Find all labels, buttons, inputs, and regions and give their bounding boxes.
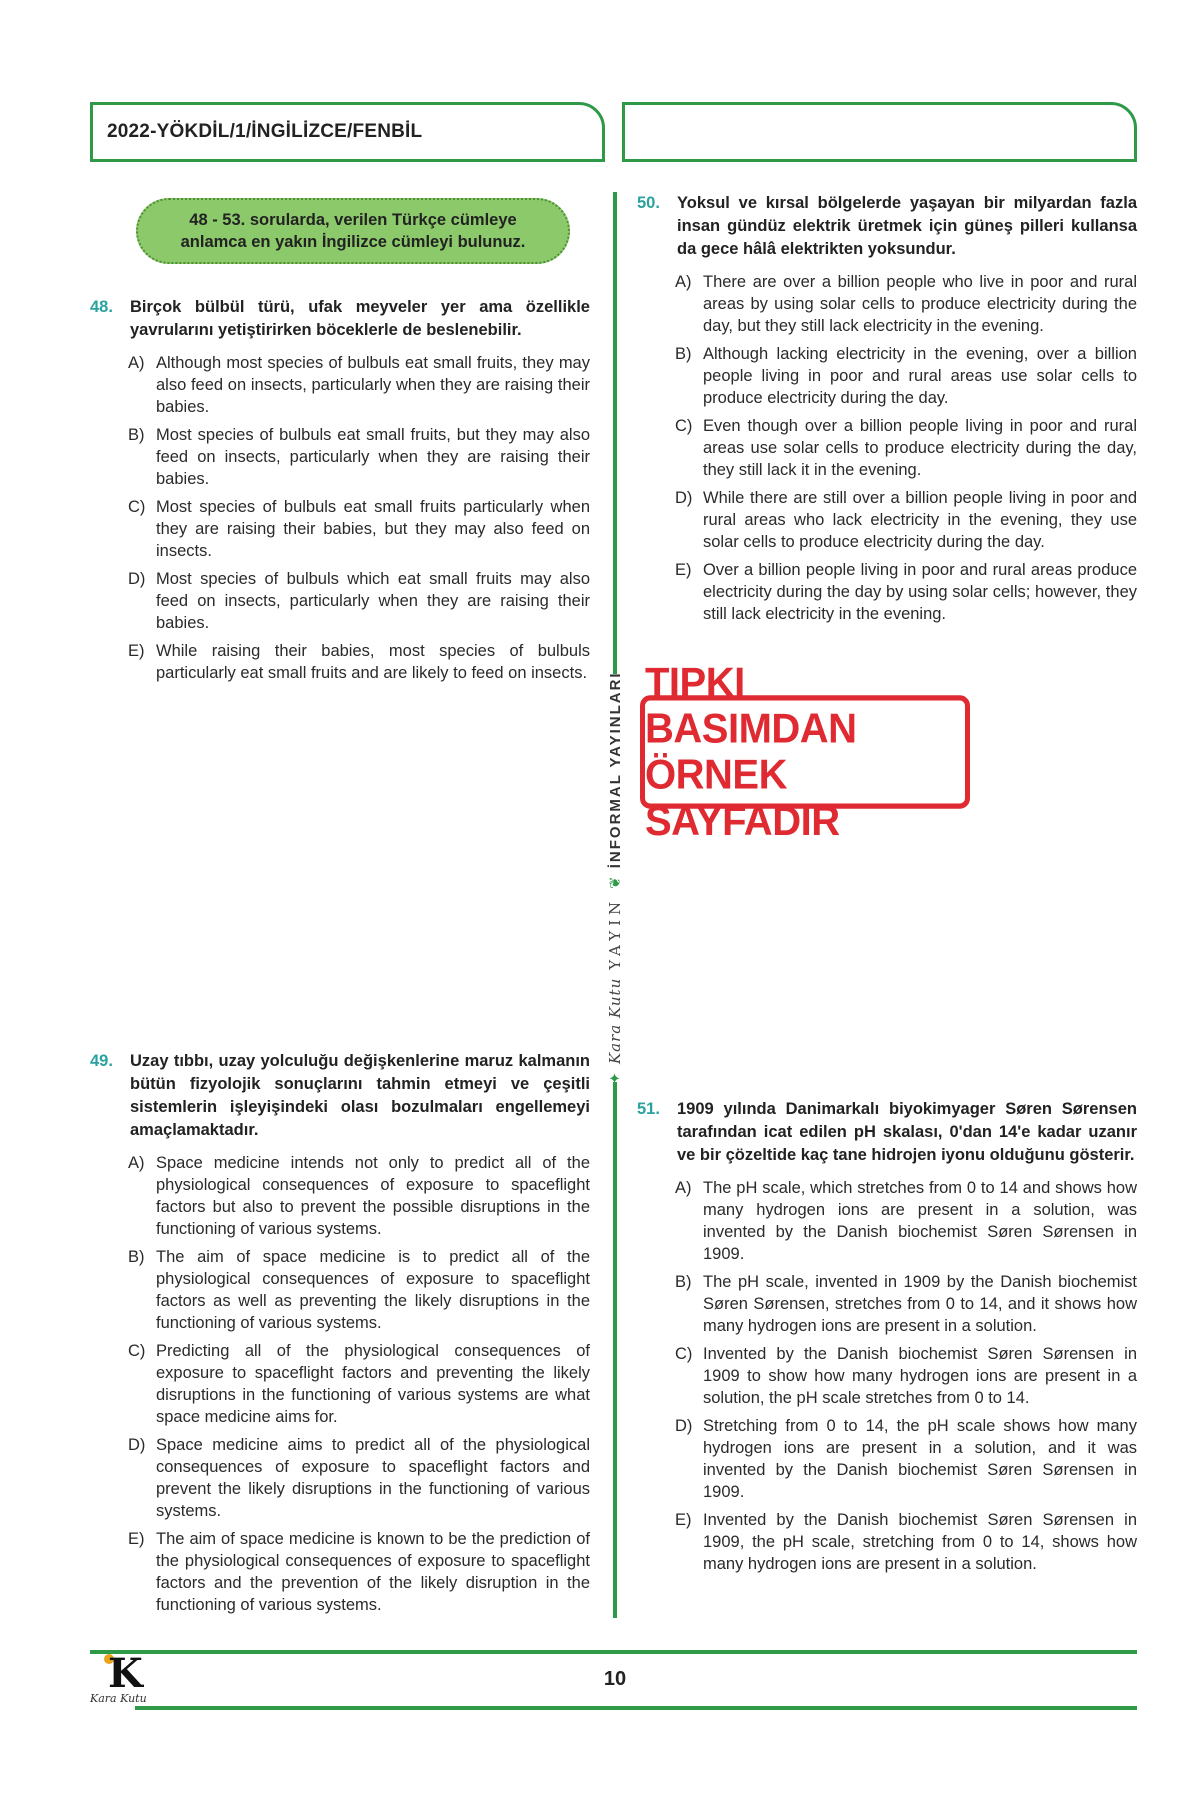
header-empty-box (622, 102, 1137, 162)
footer-line-top (90, 1650, 1137, 1654)
options-list (637, 271, 1137, 625)
option-a[interactable] (128, 1152, 590, 1240)
option-text: The pH scale, invented in 1909 by the Danish biochemist Søren Sørensen, stretches from 0 to 14, and it shows how many hydrogen ions are present in a solution. (703, 1273, 1137, 1335)
option-text: Over a billion people living in poor and rural areas produce electricity during the day by using solar cells; however, they still lack electricity in the evening. (703, 561, 1137, 623)
question-head (637, 1098, 1137, 1167)
option-d[interactable] (675, 1415, 1137, 1503)
option-text: While raising their babies, most species of bulbuls particularly eat small fruits and are likely to feed on insects. (156, 642, 590, 682)
option-b[interactable] (675, 1271, 1137, 1337)
question-number: 50. (637, 194, 660, 212)
option-text: The aim of space medicine is to predict all of the physiological consequences of exposure to spaceflight factors as well as preventing the likely disruptions in the functioning of various systems. (156, 1248, 590, 1332)
sample-page-stamp (640, 659, 970, 845)
option-letter: A) (128, 1154, 145, 1172)
option-text: Invented by the Danish biochemist Søren Sørensen in 1909, the pH scale, stretching from 0 to 14, shows how many hydrogen ions are present in a solution. (703, 1511, 1137, 1573)
logo-k-icon: K (108, 1650, 143, 1697)
options-list (90, 352, 590, 684)
option-letter: C) (675, 417, 693, 435)
stamp-line-1: TIPKI BASIMDAN (645, 659, 857, 752)
question-49 (90, 1050, 590, 1622)
question-stem: Yoksul ve kırsal bölgelerde yaşayan bir milyardan fazla insan gündüz elektrik üretmek için güneş pilleri kullansa da gece hâlâ elektrikten yoksundur. (677, 194, 1137, 258)
option-b[interactable] (128, 424, 590, 490)
option-text: Although most species of bulbuls eat small fruits, they may also feed on insects, particularly when they are raising their babies. (156, 354, 590, 416)
option-d[interactable] (675, 487, 1137, 553)
question-head (637, 192, 1137, 261)
option-letter: E) (675, 1511, 692, 1529)
option-letter: D) (128, 570, 146, 588)
option-letter: B) (675, 1273, 692, 1291)
option-e[interactable] (675, 1509, 1137, 1575)
logo-text: Kara Kutu (90, 1692, 147, 1705)
publisher-name: İNFORMAL YAYINLARI (606, 671, 624, 869)
options-list (90, 1152, 590, 1616)
option-d[interactable] (128, 1434, 590, 1522)
option-letter: B) (128, 1248, 145, 1266)
option-text: While there are still over a billion people living in poor and rural areas who lack electricity in the evening, they use solar cells to produce electricity during the day. (703, 489, 1137, 551)
option-e[interactable] (675, 559, 1137, 625)
options-list (637, 1177, 1137, 1575)
option-text: Even though over a billion people living in poor and rural areas use solar cells to produce electricity during the day, they still lack it in the evening. (703, 417, 1137, 479)
option-e[interactable] (128, 1528, 590, 1616)
option-text: Most species of bulbuls which eat small fruits may also feed on insects, particularly when they are raising their babies. (156, 570, 590, 632)
option-letter: C) (128, 498, 146, 516)
option-b[interactable] (128, 1246, 590, 1334)
option-text: Most species of bulbuls eat small fruits, but they may also feed on insects, particularly when they are raising their babies. (156, 426, 590, 488)
option-text: The pH scale, which stretches from 0 to 14 and shows how many hydrogen ions are present in a solution, was invented by the Danish biochemist Søren Sørensen in 1909. (703, 1179, 1137, 1263)
option-letter: A) (675, 273, 692, 291)
stamp-line-2: ÖRNEK SAYFADIR (645, 752, 840, 845)
column-divider-top (613, 192, 617, 674)
option-letter: C) (675, 1345, 693, 1363)
option-a[interactable] (128, 352, 590, 418)
option-b[interactable] (675, 343, 1137, 409)
publisher-vertical-text (606, 671, 624, 1084)
question-number: 48. (90, 298, 113, 316)
option-letter: B) (128, 426, 145, 444)
option-c[interactable] (128, 1340, 590, 1428)
question-number: 51. (637, 1100, 660, 1118)
option-letter: E) (128, 642, 145, 660)
option-c[interactable] (675, 415, 1137, 481)
option-text: Invented by the Danish biochemist Søren Sørensen in 1909 to show how many hydrogen ions are present in a solution, the pH scale stretches from 0 to 14. (703, 1345, 1137, 1407)
brand-name: Kara Kutu (606, 977, 624, 1065)
question-48 (90, 296, 590, 690)
option-text: There are over a billion people who live in poor and rural areas by using solar cells to produce electricity during the day, but they still lack electricity in the evening. (703, 273, 1137, 335)
option-letter: D) (675, 489, 693, 507)
exam-title: 2022-YÖKDİL/1/İNGİLİZCE/FENBİL (107, 121, 423, 142)
question-stem: Uzay tıbbı, uzay yolculuğu değişkenlerine maruz kalmanın bütün fizyolojik sonuçlarını tahmin etmeyi ve çeşitli sistemlerin işleyişindeki olası bozulmaları engellemeyi amaçlamaktadır. (130, 1052, 590, 1139)
option-e[interactable] (128, 640, 590, 684)
option-text: Most species of bulbuls eat small fruits particularly when they are raising their babies, but they may also feed on insects. (156, 498, 590, 560)
leaf-icon: ✦ (607, 1072, 624, 1085)
option-text: The aim of space medicine is known to be the prediction of the physiological consequences of exposure to spaceflight factors and the prevention of the likely disruption in the functioning of various systems. (156, 1530, 590, 1614)
option-letter: A) (128, 354, 145, 372)
footer-line-bottom (135, 1706, 1137, 1710)
option-text: Space medicine intends not only to predict all of the physiological consequences of exposure to spaceflight factors but also to prevent the possible disruptions in the functioning of various systems. (156, 1154, 590, 1238)
instruction-box: 48 - 53. sorularda, verilen Türkçe cümleye anlamca en yakın İngilizce cümleyi bulunuz. (136, 198, 570, 264)
option-c[interactable] (128, 496, 590, 562)
option-text: Space medicine aims to predict all of the physiological consequences of exposure to spaceflight factors and prevent the likely disruptions in the functioning of various systems. (156, 1436, 590, 1520)
option-a[interactable] (675, 271, 1137, 337)
option-letter: D) (675, 1417, 693, 1435)
option-letter: E) (675, 561, 692, 579)
question-51 (637, 1098, 1137, 1581)
column-divider-bottom (613, 1082, 617, 1618)
question-stem: Birçok bülbül türü, ufak meyveler yer ama özellikle yavrularını yetiştirirken böceklerle de beslenebilir. (130, 298, 590, 339)
option-a[interactable] (675, 1177, 1137, 1265)
option-letter: C) (128, 1342, 146, 1360)
question-50 (637, 192, 1137, 631)
question-stem: 1909 yılında Danimarkalı biyokimyager Søren Sørensen tarafından icat edilen pH skalası, 0'dan 14'e kadar uzanır ve bir çözeltide kaç tane hidrojen iyonu olduğunu gösterir. (677, 1100, 1137, 1164)
option-letter: E) (128, 1530, 145, 1548)
option-text: Predicting all of the physiological consequences of exposure to spaceflight factors and preventing the likely disruptions in the functioning of various systems are what space medicine aims for. (156, 1342, 590, 1426)
question-head (90, 296, 590, 342)
option-text: Although lacking electricity in the evening, over a billion people living in poor and rural areas use solar cells to produce electricity during the day. (703, 345, 1137, 407)
header-title-box (90, 102, 605, 162)
option-text: Stretching from 0 to 14, the pH scale shows how many hydrogen ions are present in a solution, and it was invented by the Danish biochemist Søren Sørensen in 1909. (703, 1417, 1137, 1501)
publisher-logo (90, 1650, 160, 1710)
option-letter: D) (128, 1436, 146, 1454)
option-d[interactable] (128, 568, 590, 634)
page-number: 10 (603, 1668, 627, 1690)
option-letter: A) (675, 1179, 692, 1197)
question-number: 49. (90, 1052, 113, 1070)
sprout-icon: ❦ (607, 876, 624, 889)
question-head (90, 1050, 590, 1142)
option-c[interactable] (675, 1343, 1137, 1409)
option-letter: B) (675, 345, 692, 363)
brand-yayin: YAYIN (606, 896, 624, 970)
